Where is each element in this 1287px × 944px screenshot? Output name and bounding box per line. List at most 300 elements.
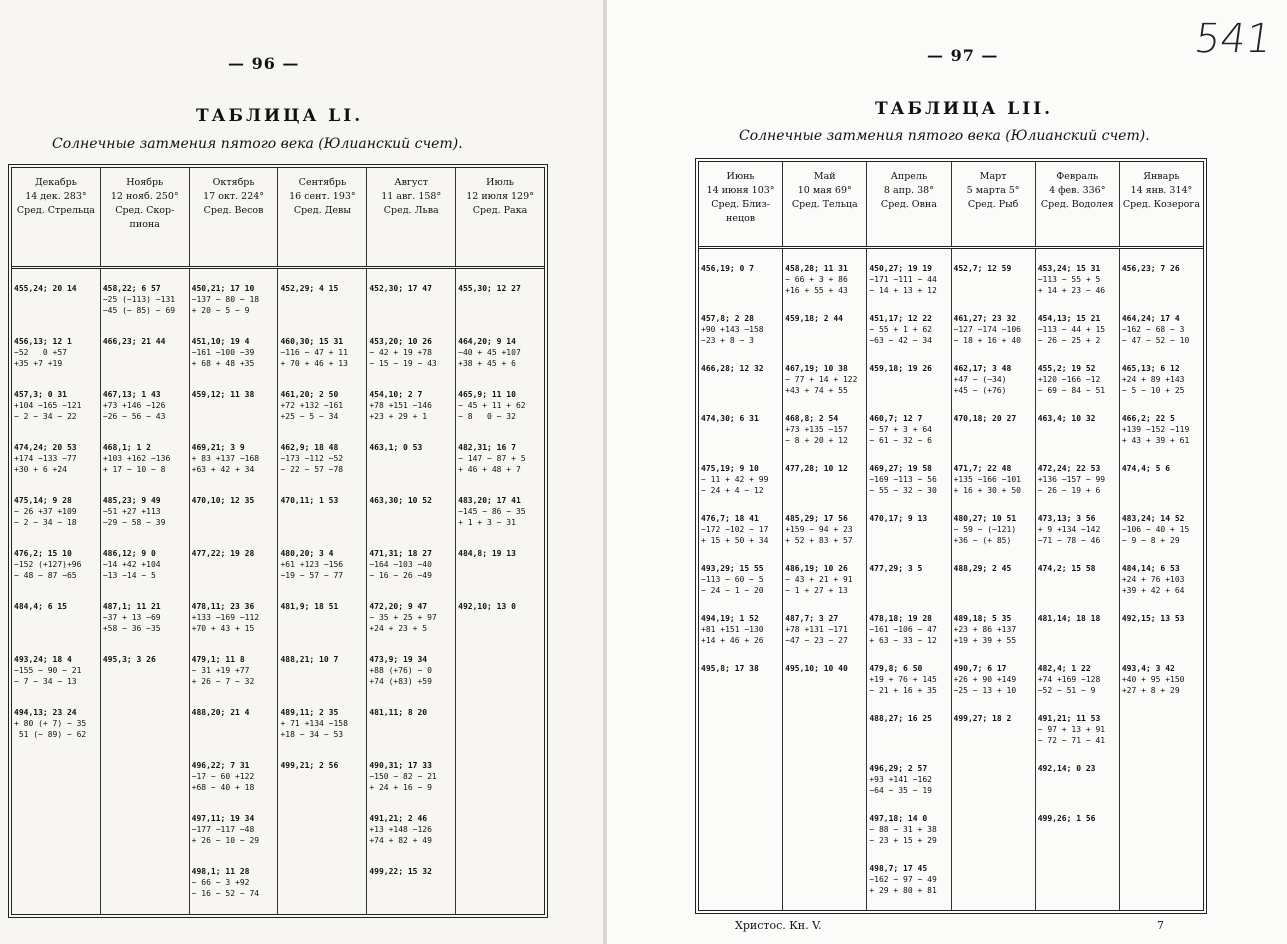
eclipse-date: 470,11; 1 53 <box>280 496 339 505</box>
eclipse-date: 462,17; 3 48 <box>953 364 1012 373</box>
eclipse-entry <box>192 548 277 559</box>
right-page <box>607 0 1287 944</box>
eclipse-date: 477,29; 3 5 <box>869 564 923 573</box>
eclipse-date: 473,13; 3 56 <box>1037 514 1096 523</box>
eclipse-date: 459,18; 2 44 <box>785 314 843 323</box>
eclipse-entry <box>103 601 188 634</box>
eclipse-coords: +74 +169 −128 −52 − 51 − 9 <box>1037 675 1101 695</box>
eclipse-entry <box>701 413 781 424</box>
eclipse-date: 484,14; 6 53 <box>1121 564 1180 573</box>
eclipse-entry <box>1038 613 1118 624</box>
eclipse-date: 453,20; 10 26 <box>369 337 432 346</box>
eclipse-entry <box>869 613 949 646</box>
eclipse-entry <box>192 601 277 634</box>
column-header-line: Сред. Льва <box>383 205 439 216</box>
eclipse-entry <box>369 813 454 846</box>
column-header-line: 5 марта 5° <box>966 185 1020 196</box>
eclipse-coords: +19 + 76 + 145 − 21 + 16 + 35 <box>869 675 937 695</box>
table-52-title: ТАБЛИЦА LII. <box>875 99 1054 119</box>
eclipse-coords: +133 −169 −112 +70 + 43 + 15 <box>191 613 260 633</box>
eclipse-coords: +120 −166 −12 − 69 − 84 − 51 <box>1037 375 1106 395</box>
eclipse-date: 487,7; 3 27 <box>785 614 839 623</box>
column-header <box>190 168 279 266</box>
eclipse-entry <box>869 513 949 524</box>
eclipse-date: 481,14; 18 18 <box>1037 614 1101 623</box>
column-header-line: Сред. Тельца <box>791 199 858 210</box>
eclipse-date: 452,7; 12 59 <box>953 264 1012 273</box>
month-column <box>456 269 544 914</box>
eclipse-coords: +13 +148 −126 +74 + 82 + 49 <box>369 825 432 845</box>
page-number-96: — 96 — <box>228 54 300 73</box>
column-header <box>1120 162 1203 246</box>
eclipse-entry <box>1038 363 1118 396</box>
column-header-line: пиона <box>129 219 160 230</box>
eclipse-date: 488,20; 21 4 <box>191 708 250 717</box>
eclipse-date: 472,20; 9 47 <box>369 602 428 611</box>
eclipse-date: 455,2; 19 52 <box>1037 364 1096 373</box>
eclipse-coords: −25 (−113) −131 −45 (− 85) − 69 <box>102 295 176 315</box>
eclipse-date: 485,23; 9 49 <box>102 496 161 505</box>
eclipse-entry <box>192 389 277 400</box>
eclipse-date: 461,27; 23 32 <box>953 314 1017 323</box>
eclipse-coords: − 88 − 31 + 38 − 23 + 15 + 29 <box>869 825 937 845</box>
eclipse-date: 475,19; 9 10 <box>701 464 759 473</box>
column-header <box>456 168 544 266</box>
month-column <box>1120 249 1203 910</box>
eclipse-entry <box>192 707 277 718</box>
eclipse-date: 450,27; 19 19 <box>869 264 932 273</box>
eclipse-date: 472,24; 22 53 <box>1037 464 1101 473</box>
eclipse-entry <box>458 442 543 475</box>
eclipse-date: 463,4; 10 32 <box>1037 414 1096 423</box>
eclipse-entry <box>869 813 949 846</box>
eclipse-coords: −116 − 47 + 11 + 70 + 46 + 13 <box>280 348 348 368</box>
column-header <box>867 162 951 246</box>
month-column <box>190 269 279 914</box>
eclipse-coords: − 57 + 3 + 64 − 61 − 32 − 6 <box>869 425 932 445</box>
eclipse-entry <box>103 389 188 422</box>
eclipse-date: 495,8; 17 38 <box>701 664 759 673</box>
eclipse-coords: −155 − 90 − 21 − 7 − 34 − 13 <box>14 666 82 686</box>
eclipse-date: 476,7; 18 41 <box>701 514 759 523</box>
eclipse-date: 476,2; 15 10 <box>14 549 72 558</box>
eclipse-entry <box>192 495 277 506</box>
eclipse-date: 493,29; 15 55 <box>701 564 764 573</box>
column-header-line: Ноябрь <box>126 177 164 188</box>
eclipse-entry <box>192 813 277 846</box>
eclipse-coords: + 83 +137 −168 +63 + 42 + 34 <box>191 454 260 474</box>
eclipse-coords: −113 − 44 + 15 − 26 − 25 + 2 <box>1037 325 1106 345</box>
eclipse-entry <box>701 513 781 546</box>
column-header-line: 14 июня 103° <box>706 185 775 196</box>
eclipse-entry <box>14 601 99 612</box>
eclipse-entry <box>1038 313 1118 346</box>
eclipse-entry <box>785 463 865 474</box>
column-header-line: Сред. Рыб <box>967 199 1019 210</box>
column-header-line: Август <box>394 177 429 188</box>
eclipse-date: 481,9; 18 51 <box>280 602 339 611</box>
eclipse-coords: −52 0 +57 +35 +7 +19 <box>14 348 67 368</box>
eclipse-coords: +81 +151 −130 +14 + 46 + 26 <box>701 625 764 645</box>
eclipse-date: 484,4; 6 15 <box>14 602 67 611</box>
eclipse-date: 484,8; 19 13 <box>458 549 516 558</box>
eclipse-entry <box>369 601 454 634</box>
eclipse-coords: +159 − 94 + 23 + 52 + 83 + 57 <box>785 525 853 545</box>
eclipse-entry <box>458 548 543 559</box>
eclipse-entry <box>369 389 454 422</box>
eclipse-coords: −37 + 13 −69 +58 − 36 −35 <box>102 613 161 633</box>
eclipse-date: 489,11; 2 35 <box>280 708 339 717</box>
eclipse-date: 478,18; 19 28 <box>869 614 932 623</box>
eclipse-coords: − 43 + 21 + 91 − 1 + 27 + 13 <box>785 575 853 595</box>
eclipse-coords: +78 +131 −171 −47 − 23 − 27 <box>785 625 848 645</box>
eclipse-entry <box>869 313 949 346</box>
eclipse-coords: −161 −106 − 47 + 63 − 33 − 12 <box>869 625 937 645</box>
eclipse-entry <box>1038 463 1118 496</box>
column-header-line: Февраль <box>1056 171 1099 182</box>
eclipse-date: 479,8; 6 50 <box>869 664 923 673</box>
eclipse-entry <box>954 563 1034 574</box>
eclipse-entry <box>280 760 365 771</box>
column-header-line: Сред. Овна <box>880 199 937 210</box>
eclipse-entry <box>1122 413 1202 446</box>
eclipse-date: 467,13; 1 43 <box>102 390 161 399</box>
eclipse-entry <box>192 336 277 369</box>
eclipse-date: 458,22; 6 57 <box>102 284 161 293</box>
eclipse-date: 468,1; 1 2 <box>102 443 151 452</box>
eclipse-date: 488,27; 16 25 <box>869 714 932 723</box>
eclipse-coords: +73 +146 −126 −26 − 56 − 43 <box>102 401 166 421</box>
eclipse-date: 466,28; 12 32 <box>701 364 764 373</box>
eclipse-date: 499,27; 18 2 <box>953 714 1012 723</box>
eclipse-entry <box>369 760 454 793</box>
eclipse-entry <box>954 713 1034 724</box>
eclipse-entry <box>785 563 865 596</box>
eclipse-date: 456,19; 0 7 <box>701 264 754 273</box>
eclipse-entry <box>14 654 99 687</box>
eclipse-date: 471,31; 18 27 <box>369 549 432 558</box>
column-header-line: 8 апр. 38° <box>883 185 934 196</box>
eclipse-coords: +61 +123 −156 −19 − 57 − 77 <box>280 560 344 580</box>
eclipse-date: 471,7; 22 48 <box>953 464 1012 473</box>
eclipse-coords: −177 −117 −48 + 26 − 10 − 29 <box>191 825 260 845</box>
eclipse-entry <box>954 513 1034 546</box>
column-header-line: Октябрь <box>212 177 255 188</box>
eclipse-entry <box>14 283 99 294</box>
eclipse-date: 487,1; 11 21 <box>102 602 161 611</box>
eclipse-entry <box>1122 463 1202 474</box>
eclipse-date: 462,9; 18 48 <box>280 443 339 452</box>
eclipse-entry <box>369 548 454 581</box>
column-header-line: 17 окт. 224° <box>203 191 265 202</box>
eclipse-entry <box>1038 713 1118 746</box>
month-column <box>699 249 783 910</box>
eclipse-date: 486,19; 10 26 <box>785 564 848 573</box>
month-column <box>101 269 190 914</box>
eclipse-entry <box>954 613 1034 646</box>
table-52 <box>695 158 1207 914</box>
eclipse-date: 465,9; 11 10 <box>458 390 516 399</box>
column-header-line: Сред. Рака <box>472 205 528 216</box>
eclipse-entry <box>103 654 188 665</box>
eclipse-coords: + 80 (+ 7) − 35 51 (− 89) − 62 <box>14 719 87 739</box>
eclipse-coords: + 9 +134 −142 −71 − 78 − 46 <box>1037 525 1101 545</box>
eclipse-date: 492,14; 0 23 <box>1037 764 1096 773</box>
column-header-line: Сред. Скор- <box>115 205 175 216</box>
column-header-line: Сентябрь <box>298 177 347 188</box>
eclipse-coords: −17 − 60 +122 +68 − 40 + 18 <box>191 772 255 792</box>
eclipse-entry <box>1038 513 1118 546</box>
eclipse-entry <box>458 389 543 422</box>
eclipse-date: 478,11; 23 36 <box>191 602 255 611</box>
table-52-header <box>699 162 1203 249</box>
eclipse-entry <box>458 495 543 528</box>
table-51-body <box>12 269 544 914</box>
eclipse-entry <box>701 563 781 596</box>
eclipse-entry <box>14 495 99 528</box>
eclipse-date: 491,21; 11 53 <box>1037 714 1101 723</box>
eclipse-date: 465,13; 6 12 <box>1121 364 1180 373</box>
eclipse-date: 457,3; 0 31 <box>14 390 67 399</box>
eclipse-date: 466,23; 21 44 <box>102 337 166 346</box>
column-header-line: Сред. Девы <box>293 205 351 216</box>
eclipse-date: 457,8; 2 28 <box>701 314 754 323</box>
eclipse-coords: +47 − (−34) +45 − (+76) <box>953 375 1007 395</box>
eclipse-entry <box>869 763 949 796</box>
eclipse-coords: +174 −133 −77 +30 + 6 +24 <box>14 454 77 474</box>
eclipse-entry <box>869 663 949 696</box>
month-column <box>783 249 867 910</box>
eclipse-entry <box>1122 263 1202 274</box>
eclipse-date: 459,12; 11 38 <box>191 390 255 399</box>
eclipse-entry <box>954 263 1034 274</box>
table-51-header <box>12 168 544 269</box>
column-header-line: 12 июля 129° <box>466 191 534 202</box>
eclipse-entry <box>1122 513 1202 546</box>
eclipse-entry <box>1122 313 1202 346</box>
eclipse-date: 495,3; 3 26 <box>102 655 156 664</box>
eclipse-date: 464,24; 17 4 <box>1121 314 1180 323</box>
eclipse-entry <box>954 313 1034 346</box>
left-page <box>0 0 605 944</box>
eclipse-date: 468,8; 2 54 <box>785 414 839 423</box>
column-header-line: Сред. Весов <box>203 205 264 216</box>
eclipse-date: 458,28; 11 31 <box>785 264 848 273</box>
eclipse-date: 474,24; 20 53 <box>14 443 77 452</box>
eclipse-entry <box>954 363 1034 396</box>
eclipse-entry <box>458 601 543 612</box>
eclipse-date: 493,4; 3 42 <box>1121 664 1175 673</box>
eclipse-date: 460,7; 12 7 <box>869 414 923 423</box>
eclipse-coords: − 26 +37 +109 − 2 − 34 − 18 <box>14 507 77 527</box>
eclipse-coords: − 147 − 87 + 5 + 46 + 48 + 7 <box>458 454 526 474</box>
eclipse-entry <box>280 389 365 422</box>
eclipse-coords: −40 + 45 +107 +38 + 45 + 6 <box>458 348 521 368</box>
column-header <box>1036 162 1120 246</box>
eclipse-entry <box>1122 663 1202 696</box>
eclipse-entry <box>192 654 277 687</box>
eclipse-entry <box>1038 413 1118 424</box>
eclipse-date: 485,29; 17 56 <box>785 514 848 523</box>
handwritten-number: 541 <box>1191 16 1275 62</box>
eclipse-coords: +103 +162 −136 + 17 − 10 − 8 <box>102 454 171 474</box>
column-header <box>101 168 190 266</box>
eclipse-date: 482,31; 16 7 <box>458 443 516 452</box>
eclipse-date: 469,27; 19 58 <box>869 464 932 473</box>
eclipse-coords: −113 − 55 + 5 + 14 + 23 − 46 <box>1037 275 1106 295</box>
page-number-97: — 97 — <box>927 46 999 65</box>
table-51 <box>8 164 548 918</box>
eclipse-date: 451,10; 19 4 <box>191 337 250 346</box>
eclipse-date: 498,1; 11 28 <box>191 867 250 876</box>
eclipse-coords: +139 −152 −119 + 43 + 39 + 61 <box>1121 425 1190 445</box>
eclipse-coords: −137 − 80 − 18 + 20 − 5 − 9 <box>191 295 260 315</box>
eclipse-coords: − 97 + 13 + 91 − 72 − 71 − 41 <box>1037 725 1106 745</box>
eclipse-entry <box>103 336 188 347</box>
eclipse-entry <box>701 363 781 374</box>
eclipse-date: 482,4; 1 22 <box>1037 664 1091 673</box>
eclipse-entry <box>1038 563 1118 574</box>
eclipse-entry <box>458 283 543 294</box>
eclipse-coords: +72 +132 −161 +25 − 5 − 34 <box>280 401 344 421</box>
footer-signature: Христос. Кн. V. <box>735 919 822 932</box>
eclipse-entry <box>785 613 865 646</box>
column-header <box>783 162 867 246</box>
eclipse-entry <box>14 707 99 740</box>
column-header-line: Май <box>813 171 836 182</box>
eclipse-entry <box>1038 263 1118 296</box>
eclipse-coords: −152 (+127)+96 − 48 − 87 −65 <box>14 560 82 580</box>
eclipse-date: 477,28; 10 12 <box>785 464 848 473</box>
eclipse-entry <box>869 363 949 374</box>
eclipse-entry <box>701 263 781 274</box>
eclipse-coords: −145 − 86 − 35 + 1 + 3 − 31 <box>458 507 526 527</box>
eclipse-coords: +104 −165 −121 − 2 − 34 − 22 <box>14 401 82 421</box>
eclipse-date: 499,26; 1 56 <box>1037 814 1096 823</box>
eclipse-date: 480,20; 3 4 <box>280 549 334 558</box>
eclipse-entry <box>1122 613 1202 624</box>
table-52-body <box>699 249 1203 910</box>
eclipse-entry <box>1038 813 1118 824</box>
eclipse-entry <box>701 663 781 674</box>
footer-sheet-number: 7 <box>1157 919 1164 932</box>
eclipse-date: 455,30; 12 27 <box>458 284 521 293</box>
month-column <box>278 269 367 914</box>
eclipse-entry <box>954 663 1034 696</box>
column-header <box>699 162 783 246</box>
eclipse-entry <box>369 495 454 506</box>
eclipse-date: 450,21; 17 10 <box>191 284 255 293</box>
eclipse-coords: −171 −111 − 44 − 14 + 13 + 12 <box>869 275 937 295</box>
eclipse-entry <box>954 413 1034 424</box>
eclipse-entry <box>280 548 365 581</box>
eclipse-date: 486,12; 9 0 <box>102 549 156 558</box>
eclipse-date: 454,13; 15 21 <box>1037 314 1101 323</box>
eclipse-date: 492,15; 13 53 <box>1121 614 1185 623</box>
eclipse-date: 488,29; 2 45 <box>953 564 1012 573</box>
eclipse-entry <box>103 283 188 316</box>
column-header-line: Сред. Близ- <box>711 199 770 210</box>
eclipse-coords: − 66 + 3 + 86 +16 + 55 + 43 <box>785 275 848 295</box>
month-column <box>367 269 456 914</box>
eclipse-date: 494,13; 23 24 <box>14 708 77 717</box>
column-header-line: Декабрь <box>34 177 77 188</box>
eclipse-coords: −172 −102 − 17 + 15 + 50 + 34 <box>701 525 769 545</box>
column-header-line: Сред. Козерога <box>1122 199 1201 210</box>
eclipse-date: 460,30; 15 31 <box>280 337 344 346</box>
eclipse-entry <box>785 513 865 546</box>
eclipse-entry <box>280 654 365 665</box>
eclipse-date: 497,18; 14 0 <box>869 814 928 823</box>
eclipse-coords: −169 −113 − 56 − 55 − 32 − 30 <box>869 475 937 495</box>
eclipse-entry <box>869 863 949 896</box>
eclipse-date: 477,22; 19 28 <box>191 549 255 558</box>
eclipse-entry <box>192 760 277 793</box>
eclipse-date: 480,27; 10 51 <box>953 514 1017 523</box>
eclipse-entry <box>869 463 949 496</box>
eclipse-entry <box>14 389 99 422</box>
eclipse-coords: −51 +27 +113 −29 − 58 − 39 <box>102 507 166 527</box>
eclipse-entry <box>1122 563 1202 596</box>
eclipse-coords: − 42 + 19 +78 − 15 − 19 − 43 <box>369 348 437 368</box>
eclipse-date: 459,18; 19 26 <box>869 364 932 373</box>
eclipse-date: 464,20; 9 14 <box>458 337 516 346</box>
table-52-subtitle: Солнечные затмения пятого века (Юлианский счет). <box>739 128 1150 144</box>
eclipse-entry <box>369 707 454 718</box>
eclipse-coords: +78 +151 −146 +23 + 29 + 1 <box>369 401 432 421</box>
eclipse-date: 492,10; 13 0 <box>458 602 516 611</box>
column-header-line: Март <box>979 171 1007 182</box>
eclipse-date: 483,20; 17 41 <box>458 496 521 505</box>
eclipse-coords: +40 + 95 +150 +27 + 8 + 29 <box>1121 675 1185 695</box>
eclipse-date: 496,29; 2 57 <box>869 764 928 773</box>
eclipse-date: 466,2; 22 5 <box>1121 414 1175 423</box>
eclipse-date: 493,24; 18 4 <box>14 655 72 664</box>
column-header-line: 10 мая 69° <box>797 185 852 196</box>
eclipse-entry <box>701 463 781 496</box>
eclipse-date: 479,1; 11 8 <box>191 655 245 664</box>
eclipse-entry <box>785 263 865 296</box>
eclipse-entry <box>785 413 865 446</box>
eclipse-entry <box>369 336 454 369</box>
column-header-line: 11 авг. 158° <box>381 191 442 202</box>
eclipse-coords: +88 (+76) − 0 +74 (+83) +59 <box>369 666 432 686</box>
eclipse-coords: −161 −100 −39 + 68 + 48 +35 <box>191 348 255 368</box>
column-header-line: 12 нояб. 250° <box>110 191 179 202</box>
column-header <box>367 168 456 266</box>
eclipse-entry <box>280 707 365 740</box>
eclipse-coords: − 59 − (−121) +36 − (+ 85) <box>953 525 1017 545</box>
eclipse-date: 498,7; 17 45 <box>869 864 928 873</box>
eclipse-date: 463,30; 10 52 <box>369 496 432 505</box>
eclipse-date: 470,18; 20 27 <box>953 414 1017 423</box>
eclipse-date: 454,10; 2 7 <box>369 390 423 399</box>
eclipse-entry <box>280 336 365 369</box>
eclipse-entry <box>103 548 188 581</box>
column-header-line: 4 фев. 336° <box>1049 185 1106 196</box>
eclipse-date: 452,29; 4 15 <box>280 284 339 293</box>
eclipse-coords: +90 +143 −158 −23 + 8 − 3 <box>701 325 764 345</box>
eclipse-date: 467,19; 10 38 <box>785 364 848 373</box>
eclipse-date: 483,24; 14 52 <box>1121 514 1185 523</box>
column-header-line: 14 дек. 283° <box>25 191 87 202</box>
eclipse-date: 489,18; 5 35 <box>953 614 1012 623</box>
month-column <box>1036 249 1120 910</box>
eclipse-entry <box>954 463 1034 496</box>
eclipse-coords: +24 + 89 +143 − 5 − 10 + 25 <box>1121 375 1185 395</box>
eclipse-date: 455,24; 20 14 <box>14 284 77 293</box>
eclipse-date: 470,10; 12 35 <box>191 496 255 505</box>
